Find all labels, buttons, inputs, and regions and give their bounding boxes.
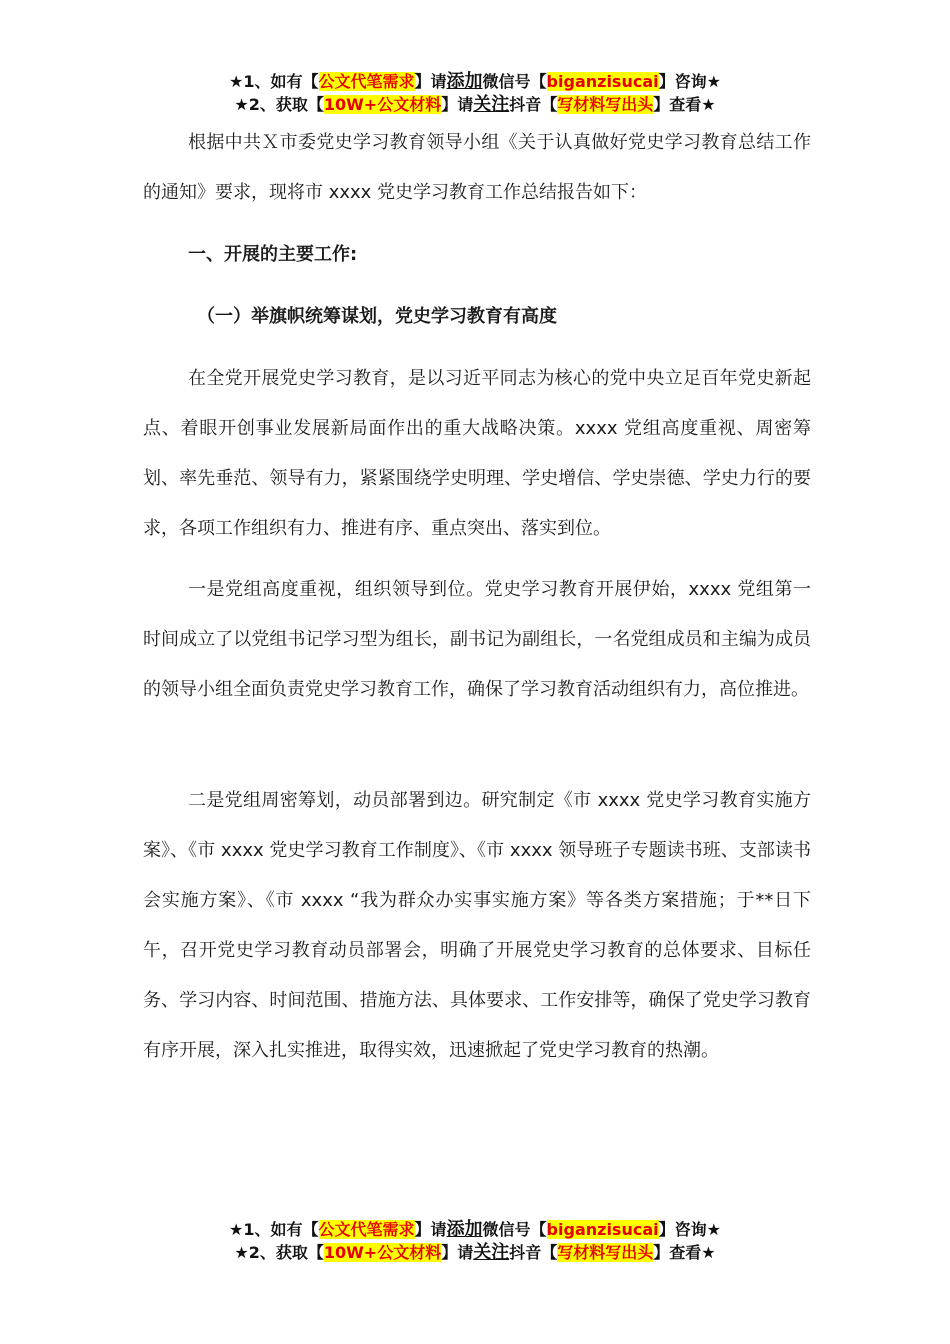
banner-emphasis: 关注 bbox=[473, 94, 510, 115]
banner-emphasis: 添加 bbox=[446, 1219, 483, 1240]
banner-text: 】请 bbox=[414, 1220, 447, 1239]
section-heading: 一、开展的主要工作: bbox=[188, 244, 358, 265]
banner-text: 微信号【 bbox=[482, 72, 547, 91]
body-paragraph-2: 一是党组高度重视，组织领导到位。党史学习教育开展伊始，xxxx 党组第一时间成立了以党组书记学习型为组长，副书记为副组长，一名党组成员和主编为成员的领导小组全面负责党史学习教育工作，确保了学习教育活动组织有力，高位推进。 bbox=[143, 579, 811, 700]
banner-text: ★2、获取【 bbox=[234, 95, 324, 114]
banner-emphasis: 关注 bbox=[473, 1242, 510, 1263]
header-banner bbox=[0, 70, 950, 116]
banner-text: 抖音【 bbox=[509, 95, 558, 114]
banner-text: 】请 bbox=[414, 72, 447, 91]
body-paragraph-3: 二是党组周密筹划，动员部署到边。研究制定《市 xxxx 党史学习教育实施方案》、《市 xxxx 党史学习教育工作制度》、《市 xxxx 领导班子专题读书班、支部读书会实施方案》、《市 xxxx “我为群众办实事实施方案》等各类方案措施；于**日下午，召开党史学习教育动员部署会，明确了开展党史学习教育的总体要求、目标任务、学习内容、时间范围、措施方法、具体要求、工作安排等，确保了党史学习教育有序开展，深入扎实推进，取得实效，迅速掀起了党史学习教育的热潮。 bbox=[143, 790, 811, 1061]
banner-line-2 bbox=[0, 1241, 950, 1264]
banner-highlight: 公文代笔需求 bbox=[318, 72, 415, 91]
banner-highlight: 公文代笔需求 bbox=[318, 1220, 415, 1239]
banner-highlight: biganzisucai bbox=[546, 1220, 659, 1239]
banner-line-1 bbox=[0, 70, 950, 93]
banner-text: 微信号【 bbox=[482, 1220, 547, 1239]
banner-line-1 bbox=[0, 1218, 950, 1241]
subsection-heading: （一）举旗帜统筹谋划，党史学习教育有高度 bbox=[197, 306, 557, 327]
banner-line-2 bbox=[0, 93, 950, 116]
banner-text: ★1、如有【 bbox=[229, 1220, 319, 1239]
banner-highlight: biganzisucai bbox=[546, 72, 659, 91]
banner-highlight: 10W+公文材料 bbox=[323, 95, 442, 114]
banner-text: 】请 bbox=[441, 95, 474, 114]
banner-emphasis: 添加 bbox=[446, 71, 483, 92]
banner-text: 抖音【 bbox=[509, 1243, 558, 1262]
banner-text: 】查看★ bbox=[653, 95, 716, 114]
intro-paragraph: 根据中共Ｘ市委党史学习教育领导小组《关于认真做好党史学习教育总结工作的通知》要求，现将市 xxxx 党史学习教育工作总结报告如下： bbox=[143, 132, 811, 203]
body-paragraph-1: 在全党开展党史学习教育，是以习近平同志为核心的党中央立足百年党史新起点、着眼开创事业发展新局面作出的重大战略决策。xxxx 党组高度重视、周密筹划、率先垂范、领导有力，紧紧围绕学史明理、学史增信、学史崇德、学史力行的要求，各项工作组织有力、推进有序、重点突出、落实到位。 bbox=[143, 368, 811, 539]
banner-highlight: 10W+公文材料 bbox=[323, 1243, 442, 1262]
banner-text: ★2、获取【 bbox=[234, 1243, 324, 1262]
banner-text: ★1、如有【 bbox=[229, 72, 319, 91]
banner-text: 】咨询★ bbox=[658, 1220, 721, 1239]
footer-banner bbox=[0, 1218, 950, 1264]
banner-highlight: 写材料写出头 bbox=[557, 95, 654, 114]
banner-highlight: 写材料写出头 bbox=[557, 1243, 654, 1262]
banner-text: 】咨询★ bbox=[658, 72, 721, 91]
banner-text: 】请 bbox=[441, 1243, 474, 1262]
banner-text: 】查看★ bbox=[653, 1243, 716, 1262]
